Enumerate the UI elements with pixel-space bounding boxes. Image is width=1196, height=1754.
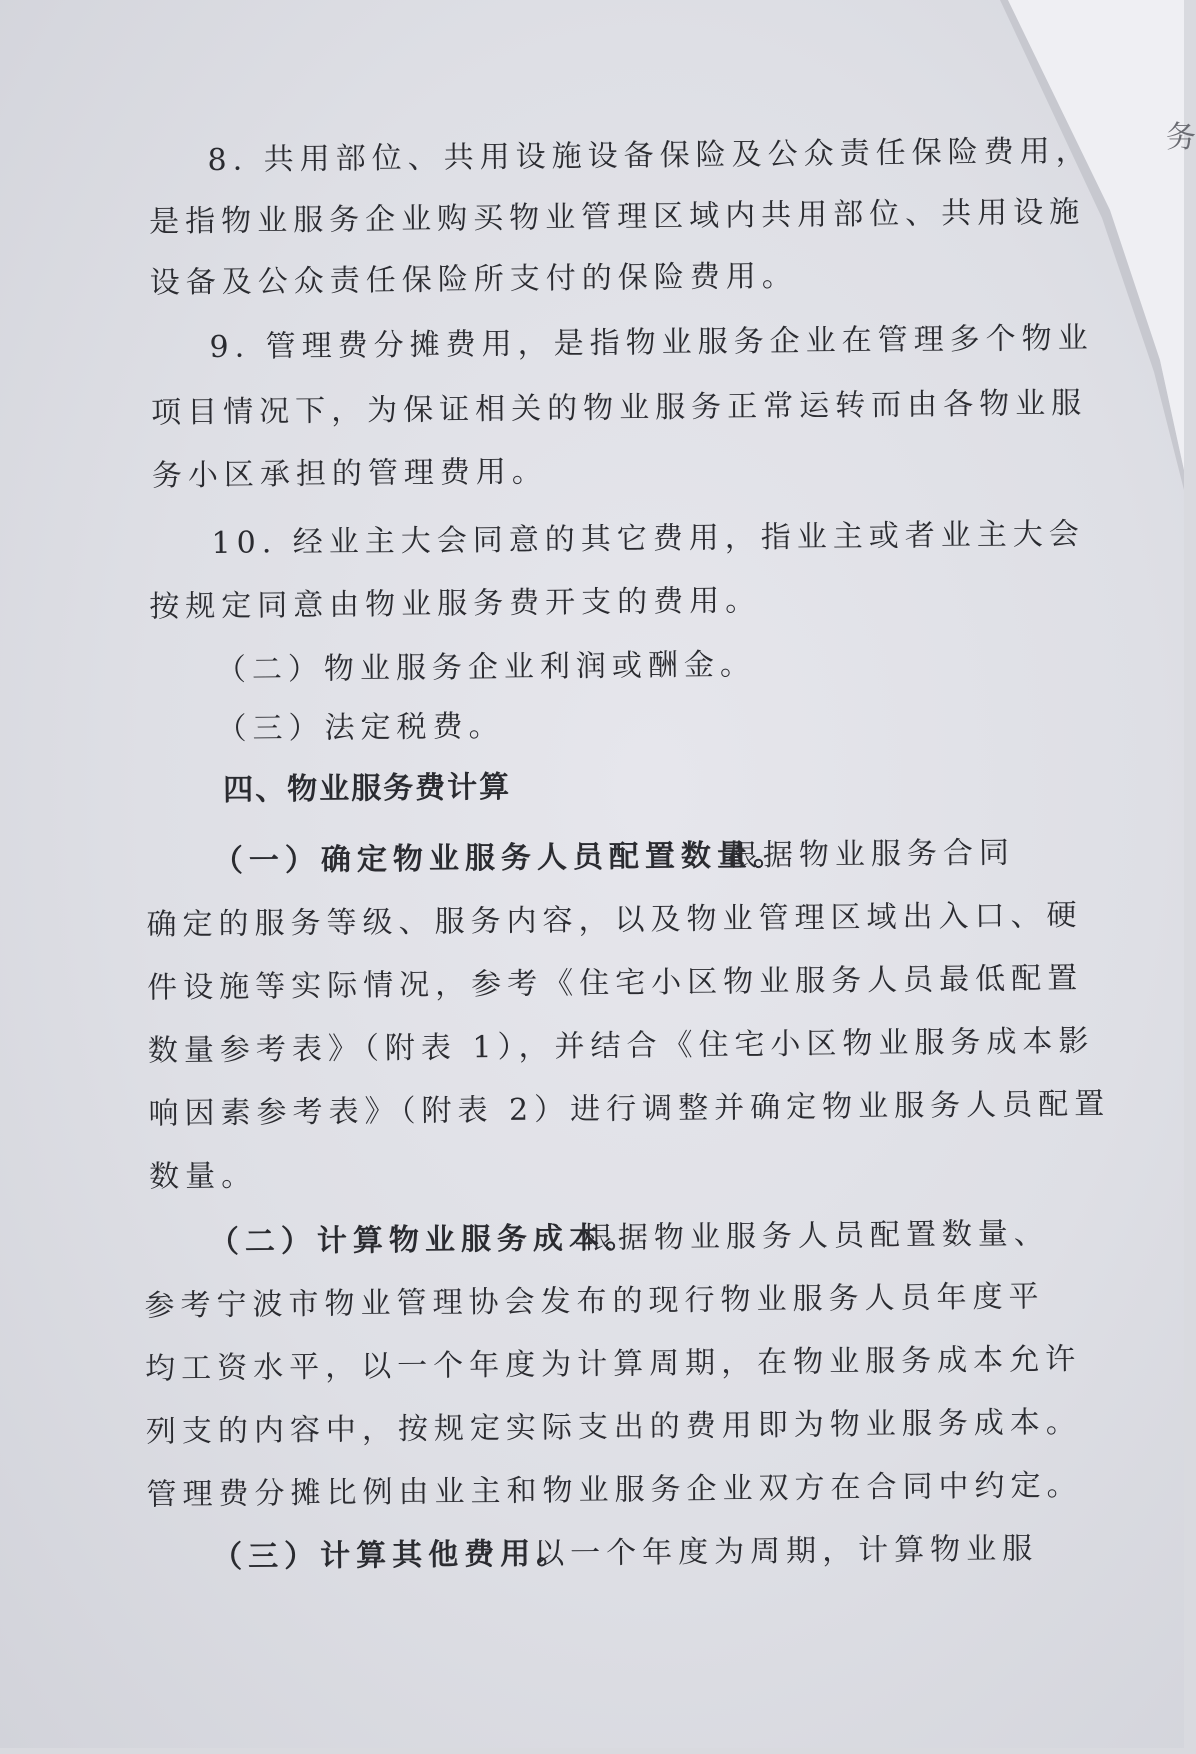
paragraph-line: 按规定同意由物业服务费开支的费用。 bbox=[149, 583, 762, 625]
paragraph-line: 参考宁波市物业管理协会发布的现行物业服务人员年度平 bbox=[144, 1279, 1045, 1324]
subsection-title: （一）确定物业服务人员配置数量。 bbox=[212, 837, 790, 879]
paragraph-line: 项目情况下，为保证相关的物业服务正常运转而由各物业服 bbox=[151, 385, 1088, 431]
paragraph-line: （三）法定税费。 bbox=[216, 708, 505, 747]
paragraph-line: 确定的服务等级、服务内容，以及物业管理区域出入口、硬 bbox=[146, 897, 1083, 943]
subsection-title: （二）计算物业服务成本。 bbox=[208, 1220, 642, 1261]
paragraph-line: 管理费分摊比例由业主和物业服务企业双方在合同中约定。 bbox=[146, 1467, 1083, 1513]
paragraph-line: （二）物业服务企业利润或酬金。 bbox=[215, 647, 757, 688]
paragraph-line: 数量。 bbox=[149, 1158, 258, 1195]
paragraph-line: 列支的内容中，按规定实际支出的费用即为物业服务成本。 bbox=[145, 1404, 1082, 1450]
paragraph-line: 以一个年度为周期，计算物业服 bbox=[533, 1531, 1039, 1572]
paragraph-line: 根据物业服务合同 bbox=[726, 835, 1016, 874]
paragraph-line: 务小区承担的管理费用。 bbox=[151, 454, 549, 494]
paragraph-line: 均工资水平，以一个年度为计算周期，在物业服务成本允许 bbox=[145, 1341, 1082, 1387]
paragraph-line: 根据物业服务人员配置数量、 bbox=[581, 1216, 1051, 1257]
paragraph-line: 9. 管理费分摊费用，是指物业服务企业在管理多个物业 bbox=[209, 320, 1094, 365]
paragraph-line: 响因素参考表》（附表 2）进行调整并确定物业服务人员配置 bbox=[148, 1086, 1111, 1132]
paragraph-line: 数量参考表》（附表 1），并结合《住宅小区物业服务成本影 bbox=[147, 1023, 1095, 1069]
section-heading: 四、物业服务费计算 bbox=[222, 769, 512, 808]
paragraph-line: 设备及公众责任保险所支付的保险费用。 bbox=[149, 258, 798, 301]
subsection-title: （三）计算其他费用。 bbox=[211, 1536, 573, 1575]
paragraph-line: 8. 共用部位、共用设施设备保险及公众责任保险费用， bbox=[207, 133, 1092, 178]
paragraph-line: 件设施等实际情况，参考《住宅小区物业服务人员最低配置 bbox=[147, 960, 1084, 1006]
paragraph-line: 是指物业服务企业购买物业管理区域内共用部位、共用设施 bbox=[149, 194, 1086, 240]
next-page-glyph: 务 bbox=[1166, 120, 1196, 155]
paragraph-line: 10. 经业主大会同意的其它费用，指业主或者业主大会 bbox=[211, 516, 1085, 561]
